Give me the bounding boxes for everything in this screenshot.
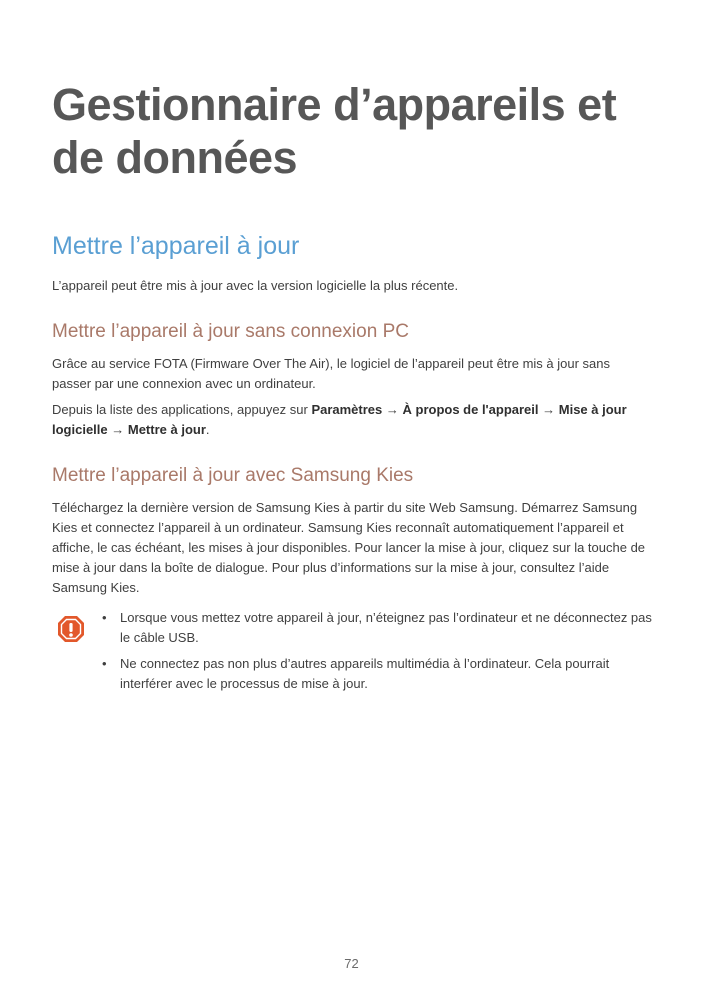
subsection-title-kies: Mettre l’appareil à jour avec Samsung Kies xyxy=(52,465,414,486)
fota-paragraph: Grâce au service FOTA (Firmware Over The Air), le logiciel de l’appareil peut être mis à jour sans passer par une connexion avec un ordinateur. xyxy=(52,356,611,391)
section-title: Mettre l’appareil à jour xyxy=(52,232,300,260)
bullet-glyph: • xyxy=(102,610,107,625)
page-number: 72 xyxy=(344,956,359,971)
list-item xyxy=(100,654,660,694)
kies-paragraph: Téléchargez la dernière version de Samsung Kies à partir du site Web Samsung. Démarrez Samsung Kies et connectez l’appareil à un ordinateur. Samsung Kies reconnaît automatiquement l’appareil et affiche, le cas échéant, les mises à jour disponibles. Pour lancer la mise à jour, cliquez sur la touche de mise à jour dans la boîte de dialogue. Pour plus d’informations sur la mise à jour, consultez l’aide Samsung Kies. xyxy=(52,500,646,595)
warning-icon xyxy=(56,614,86,644)
path-arrow: → xyxy=(538,402,559,417)
path-arrow: → xyxy=(382,402,403,417)
bullet-glyph: • xyxy=(102,656,107,671)
path-settings: Paramètres xyxy=(311,402,383,417)
path-about-device: À propos de l'appareil xyxy=(402,402,539,417)
warning-list xyxy=(100,608,660,700)
path-suffix: . xyxy=(205,422,210,437)
menu-path-paragraph xyxy=(52,400,652,440)
subsection-title-no-pc: Mettre l’appareil à jour sans connexion PC xyxy=(52,321,409,342)
path-arrow: → xyxy=(107,422,128,437)
path-prefix: Depuis la liste des applications, appuyez sur xyxy=(52,402,312,417)
list-item xyxy=(100,608,660,648)
path-update-now: Mettre à jour xyxy=(127,422,206,437)
section-intro: L’appareil peut être mis à jour avec la version logicielle la plus récente. xyxy=(52,278,459,293)
chapter-title: Gestionnaire d’appareils et de données xyxy=(52,79,617,183)
path-software-update: Mise à jour logicielle xyxy=(52,402,627,437)
warning-text: Ne connectez pas non plus d’autres appareils multimédia à l’ordinateur. Cela pourrait interférer avec le processus de mise à jour. xyxy=(120,656,610,691)
warning-text: Lorsque vous mettez votre appareil à jour, n’éteignez pas l’ordinateur et ne déconnectez pas le câble USB. xyxy=(120,610,652,645)
